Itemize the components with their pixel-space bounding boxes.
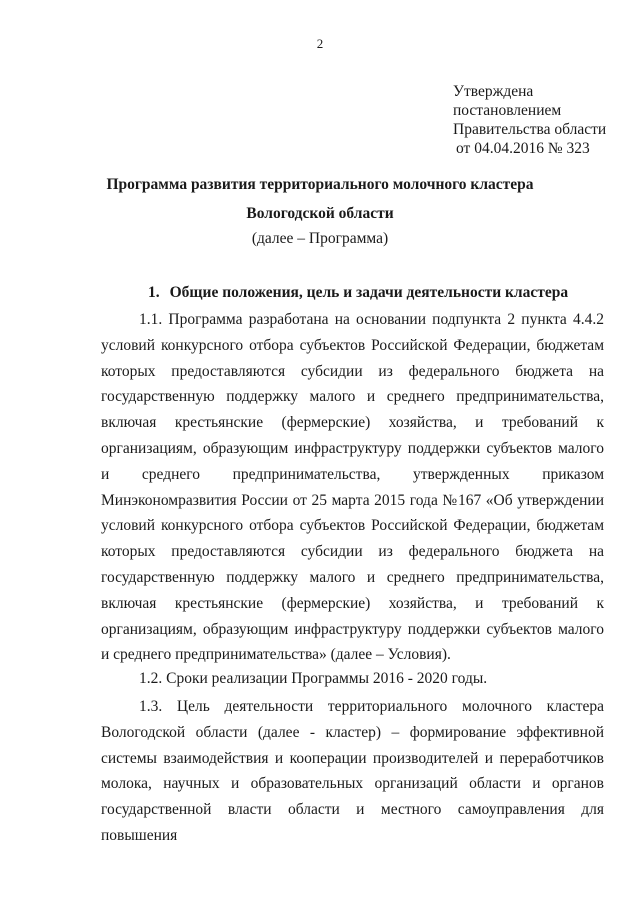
paragraph-1-1: 1.1. Программа разработана на основании подпункта 2 пункта 4.4.2 условий конкурсного отбора субъектов Российской Федерации, бюджетам которых предоставляются субсидии из федерального бюджета на государственную поддержку малого и среднего предпринимательства, включая крестьянские (фермерские) хозяйства, и требований к организациям, образующим инфраструктуру поддержки субъектов малого и среднего предпринимательства, утвержденных приказом Минэкономразвития России от 25 марта 2015 года №167 «Об утверждении условий конкурсного отбора субъектов Российской Федерации, бюджетам которых предоставляются субсидии из федерального бюджета на государственную поддержку малого и среднего предпринимательства, включая крестьянские (фермерские) хозяйства, и требований к организациям, образующим инфраструктуру поддержки субъектов малого и среднего предпринимательства» (далее – Условия). (101, 311, 604, 664)
paragraph-1-3: 1.3. Цель деятельности территориального молочного кластера Вологодской области (далее - кластер) – формирование эффективной системы взаимодействия и кооперации производителей и переработчиков молока, научных и образовательных организаций области и органов государственной власти области и местного самоуправления для повышения (101, 698, 604, 844)
section-heading-text: Общие положения, цель и задачи деятельности кластера (169, 284, 569, 301)
document-title-region: Вологодской области (246, 205, 394, 222)
document-title: Программа развития территориального молочного кластера (106, 176, 534, 193)
section-heading (148, 284, 568, 302)
approval-line-resolution: постановлением (453, 102, 562, 119)
approval-line-government: Правительства области (453, 121, 607, 138)
paragraph-1-3-container (101, 694, 604, 849)
approval-line-approved: Утверждена (453, 83, 534, 100)
approval-stamp-block (453, 82, 606, 158)
page-number: 2 (316, 36, 324, 51)
section-number: 1. (148, 284, 160, 301)
paragraph-1-2: 1.2. Сроки реализации Программы 2016 - 2020 годы. (139, 670, 488, 687)
paragraph-1-2-container (101, 666, 604, 692)
document-title-short-name: (далее – Программа) (251, 230, 389, 247)
approval-line-date: от 04.04.2016 № 323 (456, 140, 590, 157)
paragraph-1-1-container (101, 307, 604, 668)
